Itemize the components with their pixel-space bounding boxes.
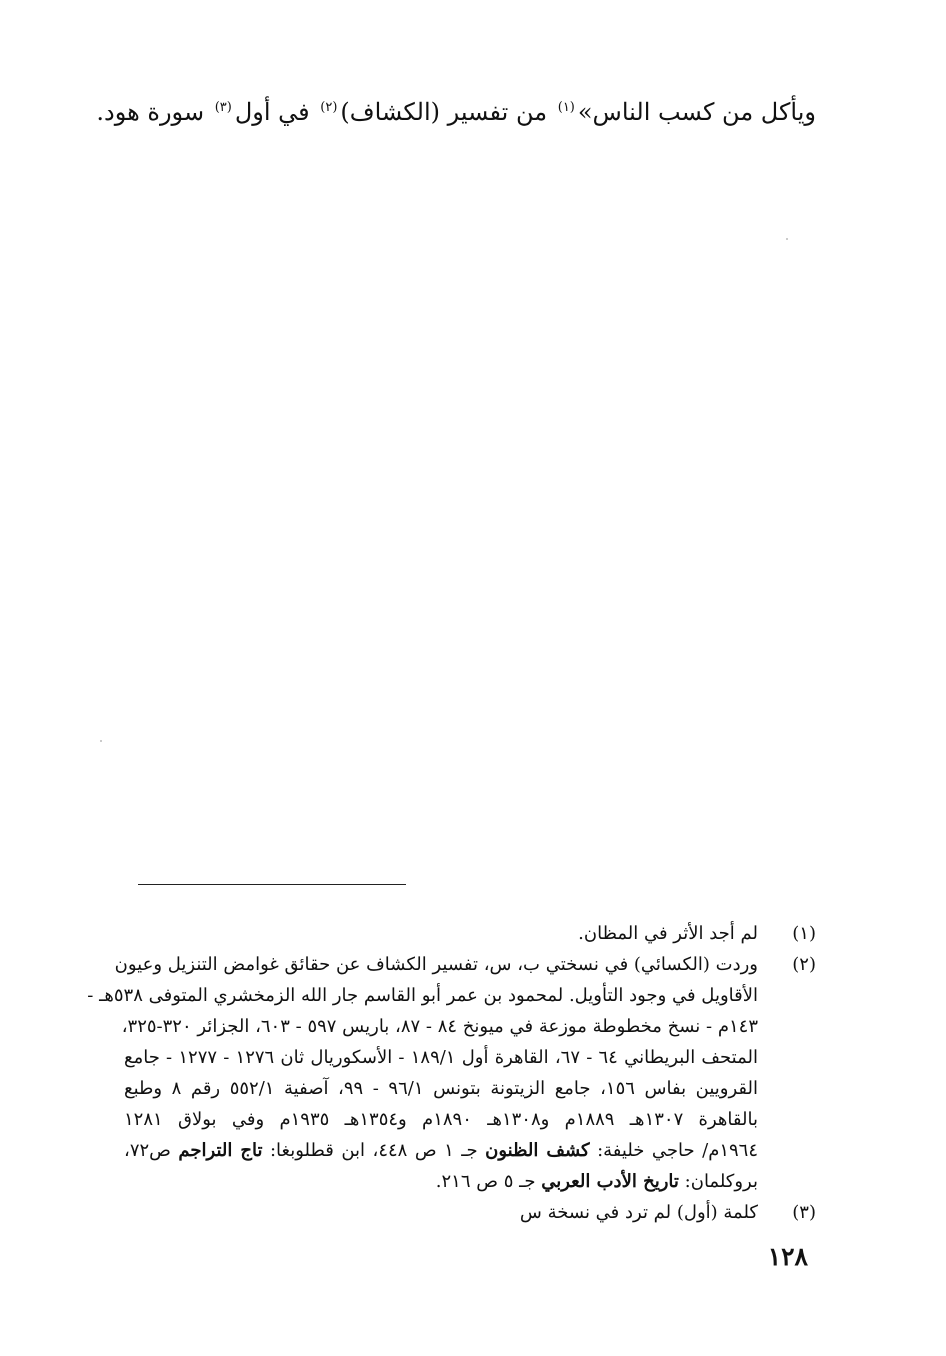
footnote-ref-3: (٣) bbox=[214, 100, 232, 115]
footnote-1 bbox=[124, 918, 816, 949]
main-text-segment: من تفسير (الكشاف) bbox=[340, 98, 548, 126]
book-title: تاريخ الأدب العربي bbox=[541, 1171, 679, 1192]
footnote-text: ١٩٦٤م/ حاجي خليفة: bbox=[589, 1140, 759, 1161]
footnote-line: ١٤٣م - نسخ مخطوطة موزعة في ميونخ ٨٤ - ٨٧، باريس ٥٩٧ - ٦٠٣، الجزائر ٣٢٠-٣٢٥، bbox=[121, 1016, 758, 1037]
footnote-text: ص٧٢، bbox=[124, 1140, 179, 1161]
footnote-separator bbox=[138, 884, 406, 885]
footnote-line: المتحف البريطاني ٦٤ - ٦٧، القاهرة أول ١٨٩/١ - الأسكوريال ثان ١٢٧٦ - ١٢٧٧ - جامع bbox=[124, 1047, 758, 1068]
main-text-segment: سورة هود. bbox=[96, 98, 205, 126]
footnote-line bbox=[124, 1135, 758, 1166]
book-title: تاج التراجم bbox=[178, 1140, 263, 1161]
footnote-number: (٢) bbox=[792, 954, 816, 975]
book-title: كشف الظنون bbox=[485, 1140, 590, 1161]
footnote-ref-2: (٢) bbox=[320, 100, 338, 115]
footnote-text: جـ ١ ص ٤٤٨، ابن قطلوبغا: bbox=[262, 1140, 486, 1161]
footnote-number: (٣) bbox=[792, 1202, 816, 1223]
main-text-segment: في أول bbox=[234, 98, 310, 126]
footnote-number: (١) bbox=[792, 923, 816, 944]
footnote-line: لم أجد الأثر في المظان. bbox=[578, 923, 758, 944]
footnote-line: الأقاويل في وجود التأويل. لمحمود بن عمر أبو القاسم جار الله الزمخشري المتوفى ٥٣٨هـ - bbox=[87, 985, 758, 1006]
footnote-text: جـ ٥ ص ٢١٦. bbox=[435, 1171, 542, 1192]
footnote-line: القرويين بفاس ١٥٦، جامع الزيتونة بتونس ٩٦/١ - ٩٩، آصفية ٥٥٢/١ رقم ٨ وطبع bbox=[124, 1078, 758, 1099]
main-text-segment: ويأكل من كسب الناس» bbox=[577, 98, 816, 126]
main-text bbox=[96, 92, 816, 132]
footnote-ref-1: (١) bbox=[557, 100, 575, 115]
paper-speck bbox=[786, 238, 788, 240]
paper-speck bbox=[100, 740, 102, 742]
footnote-line: بالقاهرة ١٣٠٧هـ ١٨٨٩م و١٣٠٨هـ ١٨٩٠م و١٣٥٤هـ ١٩٣٥م وفي بولاق ١٢٨١ bbox=[124, 1109, 758, 1130]
footnote-text: بروكلمان: bbox=[678, 1171, 758, 1192]
footnote-line bbox=[124, 1166, 758, 1197]
footnotes bbox=[87, 918, 816, 1228]
footnote-line: وردت (الكسائي) في نسختي ب، س، تفسير الكشاف عن حقائق غوامض التنزيل وعيون bbox=[114, 954, 758, 975]
footnote-line: كلمة (أول) لم ترد في نسخة س bbox=[519, 1202, 758, 1223]
footnote-2 bbox=[87, 949, 816, 1197]
footnote-3 bbox=[124, 1197, 816, 1228]
page-number: ١٢٨ bbox=[767, 1242, 808, 1271]
